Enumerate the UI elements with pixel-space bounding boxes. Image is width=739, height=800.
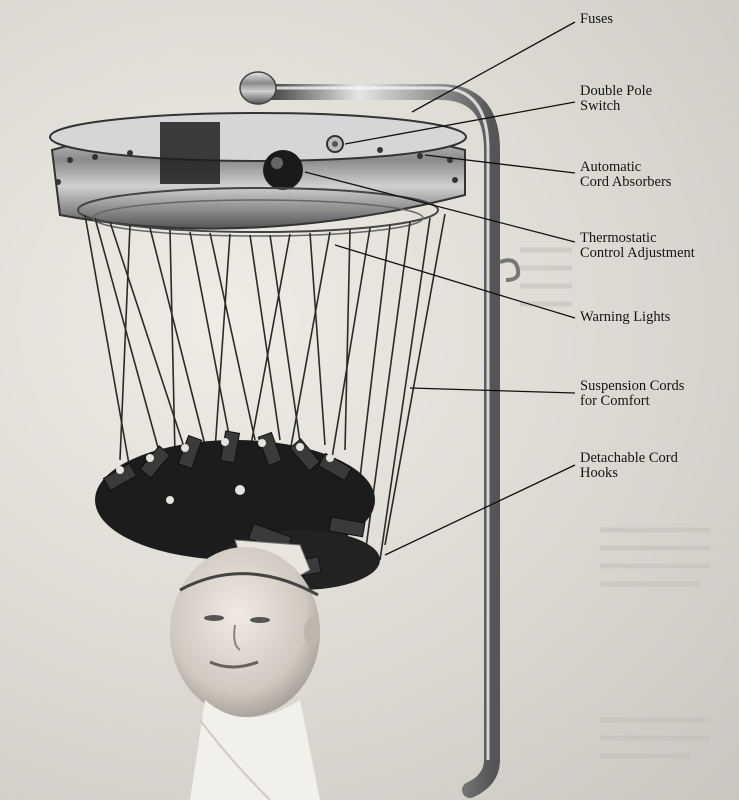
label-suspension-cords: Suspension Cords for Comfort bbox=[580, 378, 685, 409]
label-detachable-cord-hooks: Detachable Cord Hooks bbox=[580, 450, 678, 481]
label-double-pole-switch: Double Pole Switch bbox=[580, 83, 653, 114]
label-automatic-cord-absorbers: Automatic Cord Absorbers bbox=[580, 159, 672, 190]
label-warning-lights: Warning Lights bbox=[580, 309, 671, 325]
label-fuses: Fuses bbox=[580, 11, 614, 27]
model-head bbox=[170, 547, 320, 800]
label-thermostatic-control-adjustment: Thermostatic Control Adjustment bbox=[580, 230, 695, 261]
chrome-hood bbox=[50, 113, 466, 236]
background-print-texture bbox=[520, 250, 710, 756]
